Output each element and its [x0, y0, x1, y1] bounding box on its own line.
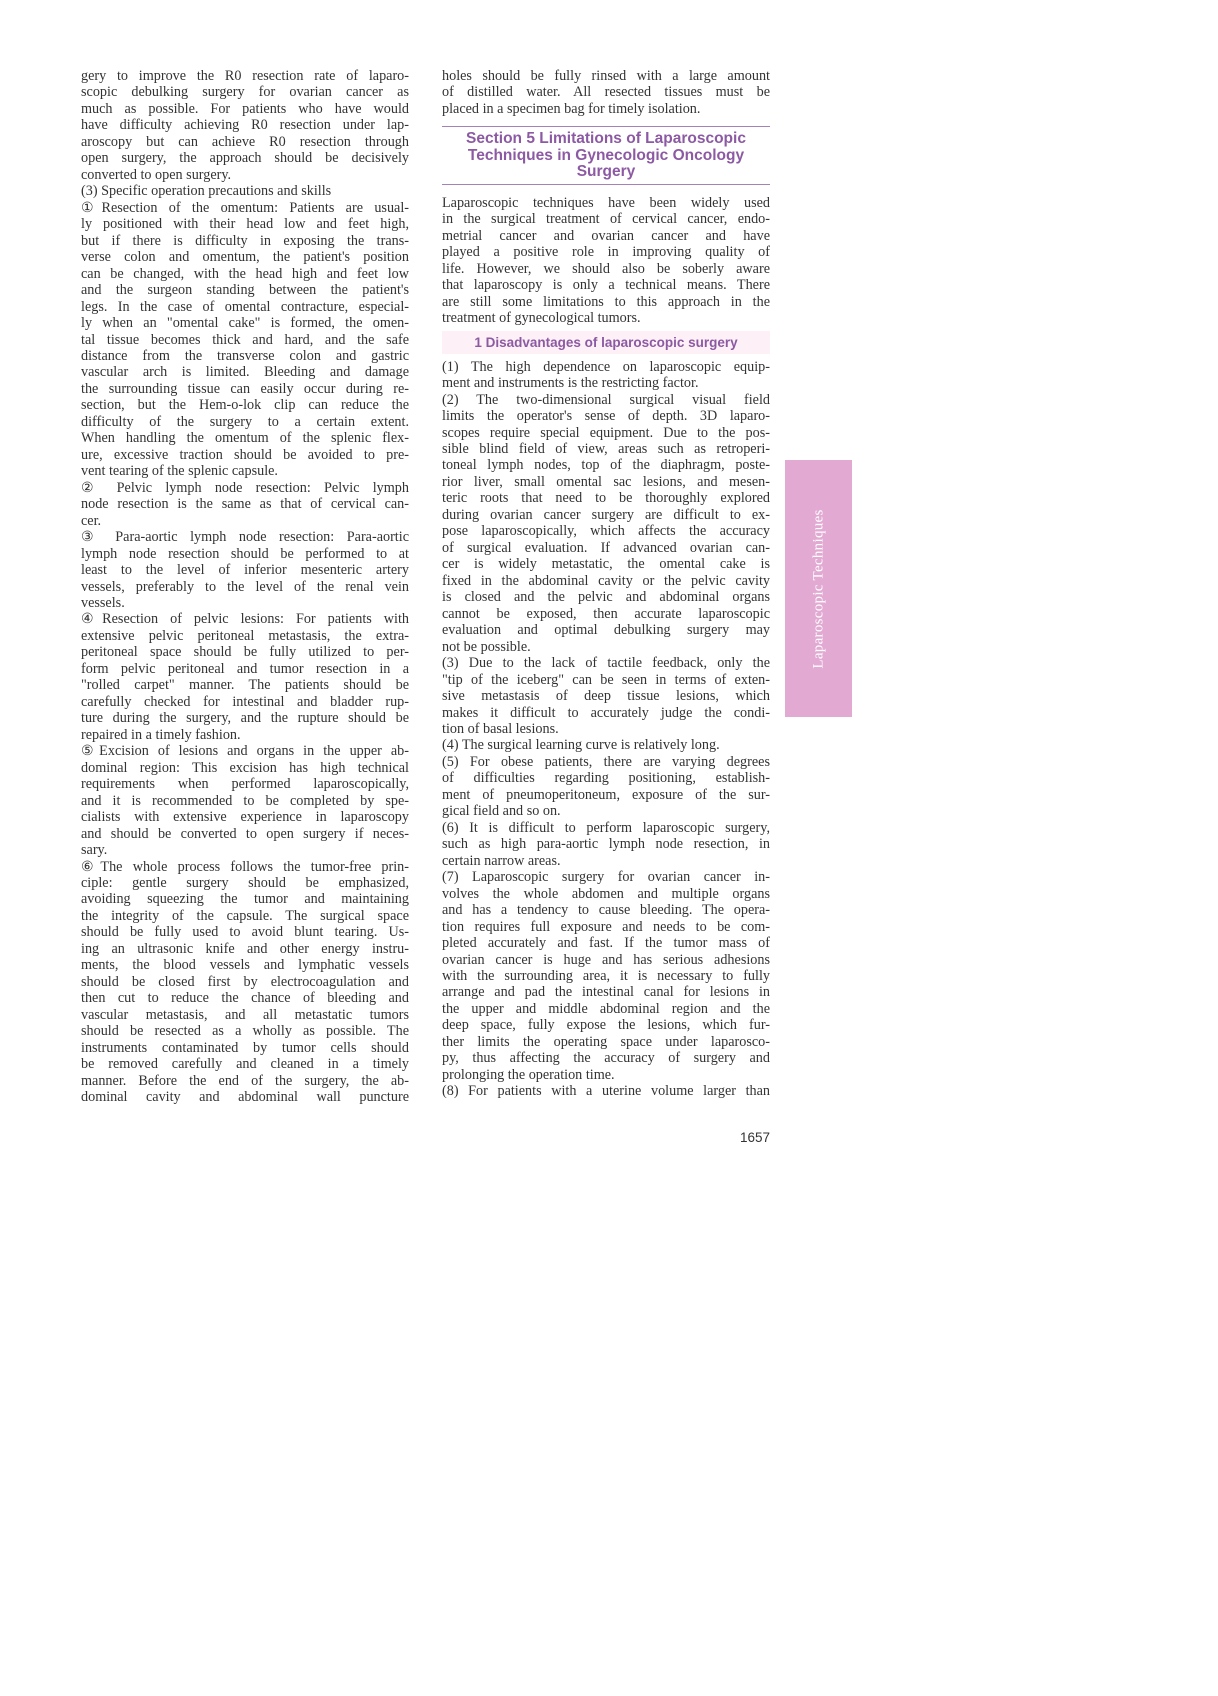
text-line: When handling the omentum of the splenic flex- — [81, 430, 409, 447]
paragraph — [81, 859, 409, 1106]
text-line: peritoneal space should be fully utilized to per- — [81, 644, 409, 661]
text-line: legs. In the case of omental contracture, especial- — [81, 298, 409, 315]
text-line: (3) Due to the lack of tactile feedback, only the — [442, 655, 770, 672]
text-line: ther limits the operating space under laparosco- — [442, 1033, 770, 1050]
text-line: that laparoscopy is only a technical means. There — [442, 277, 770, 294]
text-line: have difficulty achieving R0 resection under lap- — [81, 117, 409, 134]
text-line: gery to improve the R0 resection rate of laparo- — [81, 68, 409, 84]
paragraph — [442, 195, 770, 327]
text-line: form pelvic peritoneal and tumor resection in a — [81, 660, 409, 677]
paragraph — [442, 820, 770, 869]
text-line: section, but the Hem-o-lok clip can reduce the — [81, 397, 409, 414]
section-heading-line: Surgery — [576, 163, 636, 181]
text-line: ⑤Excision of lesions and organs in the upper ab- — [81, 743, 409, 760]
paragraph — [442, 869, 770, 1083]
text-line: instruments contaminated by tumor cells should — [81, 1039, 409, 1056]
text-line: (6) It is difficult to perform laparoscopic surgery, — [442, 819, 770, 836]
section-heading-line: Section 5 Limitations of Laparoscopic — [466, 130, 746, 148]
text-line: placed in a specimen bag for timely isolation. — [442, 100, 701, 117]
right-text-column — [442, 68, 770, 1100]
text-line: during ovarian cancer surgery are difficult to ex- — [442, 506, 770, 523]
text-line: ure, excessive traction should be avoided to pre- — [81, 446, 409, 463]
text-line: cannot be exposed, then accurate laparoscopic — [442, 605, 770, 622]
paragraph — [81, 529, 409, 611]
text-line: extensive pelvic peritoneal metastasis, the extra- — [81, 627, 409, 644]
text-line: are still some limitations to this approach in the — [442, 293, 770, 310]
text-line: holes should be fully rinsed with a large amount — [442, 68, 770, 84]
text-line: can be changed, with the head high and feet low — [81, 265, 409, 282]
text-line: makes it difficult to accurately judge the condi- — [442, 704, 770, 721]
text-line: gical field and so on. — [442, 803, 561, 820]
text-line: aroscopy but can achieve R0 resection through — [81, 133, 409, 150]
text-line: in the surgical treatment of cervical cancer, endo- — [442, 211, 770, 228]
text-line: pose laparoscopically, which affects the accuracy — [442, 523, 770, 540]
text-line: sible blind field of view, areas such as retroperi- — [442, 441, 770, 457]
text-line: should be resected as a wholly as possible. The — [81, 1023, 409, 1040]
text-line: ly positioned with their head low and feet high, — [81, 216, 409, 233]
text-line: scopes require special equipment. Due to the pos- — [442, 424, 770, 441]
text-line: ciple: gentle surgery should be emphasized, — [81, 874, 409, 891]
text-line: verse colon and omentum, the patient's position — [81, 249, 409, 266]
text-line: sary. — [81, 842, 108, 859]
text-line: least to the level of inferior mesenteric artery — [81, 562, 409, 579]
text-line: but if there is difficulty in exposing the trans- — [81, 232, 409, 249]
paragraph — [442, 737, 770, 753]
text-line: with the surrounding area, it is necessary to fully — [442, 968, 770, 984]
text-line: (7) Laparoscopic surgery for ovarian cancer in- — [442, 869, 770, 886]
section-heading — [442, 126, 770, 185]
paragraph — [442, 68, 770, 117]
text-line: metrial cancer and ovarian cancer and have — [442, 227, 770, 244]
text-line: tal tissue becomes thick and hard, and the safe — [81, 331, 409, 348]
text-line: scopic debulking surgery for ovarian cancer as — [81, 84, 409, 101]
section-heading-line: Techniques in Gynecologic Oncology — [467, 146, 745, 164]
left-text-column — [81, 68, 409, 1106]
text-line: prolonging the operation time. — [442, 1066, 615, 1083]
text-line: ③ Para-aortic lymph node resection: Para-aortic — [81, 529, 409, 546]
text-line: treatment of gynecological tumors. — [442, 310, 641, 327]
text-line: of distilled water. All resected tissues must be — [442, 84, 770, 101]
paragraph — [81, 611, 409, 743]
text-line: much as possible. For patients who have would — [81, 100, 409, 117]
text-line: manner. Before the end of the surgery, the ab- — [81, 1072, 409, 1089]
text-line: is closed and the pelvic and abdominal organs — [442, 589, 770, 606]
text-line: "rolled carpet" manner. The patients should be — [81, 677, 409, 694]
text-line: vascular arch is limited. Bleeding and damage — [81, 364, 409, 381]
text-line: tion of basal lesions. — [442, 720, 559, 737]
text-line: the integrity of the capsule. The surgical space — [81, 907, 409, 924]
text-line: dominal region: This excision has high technical — [81, 759, 409, 776]
text-line: ment and instruments is the restricting factor. — [442, 375, 699, 392]
paragraph — [81, 743, 409, 858]
text-line: and has a tendency to cause bleeding. The opera- — [442, 902, 770, 919]
text-line: (8) For patients with a uterine volume larger than — [442, 1083, 770, 1100]
text-line: toneal lymph nodes, top of the diaphragm, poste- — [442, 457, 770, 474]
text-line: the surrounding tissue can easily occur during re- — [81, 380, 409, 397]
text-line: ing an ultrasonic knife and other energy instru- — [81, 940, 409, 957]
text-line: requirements when performed laparoscopically, — [81, 776, 409, 793]
paragraph — [81, 68, 409, 183]
text-line: lymph node resection should be performed to at — [81, 545, 409, 562]
text-line: should be closed first by electrocoagulation and — [81, 973, 409, 990]
text-line: certain narrow areas. — [442, 852, 561, 869]
text-line: vessels, preferably to the level of the renal vein — [81, 578, 409, 595]
text-line: ment of pneumoperitoneum, exposure of the sur- — [442, 786, 770, 803]
text-line: fixed in the abdominal cavity or the pelvic cavity — [442, 572, 770, 589]
text-line: not be possible. — [442, 638, 531, 655]
text-line: (2) The two-dimensional surgical visual field — [442, 391, 770, 408]
paragraph — [442, 655, 770, 737]
text-line: ④Resection of pelvic lesions: For patients with — [81, 611, 409, 628]
text-line: ⑥The whole process follows the tumor-free prin- — [81, 858, 409, 875]
text-line: "tip of the iceberg" can be seen in terms of exten- — [442, 671, 770, 688]
text-line: should be fully used to avoid blunt tearing. Us- — [81, 924, 409, 941]
paragraph — [442, 754, 770, 820]
text-line: and the surgeon standing between the patient's — [81, 282, 409, 299]
text-line: (4) The surgical learning curve is relatively long. — [442, 737, 720, 754]
text-line: open surgery, the approach should be decisively — [81, 150, 409, 167]
text-line: arrange and pad the intestinal canal for lesions in — [442, 984, 770, 1001]
text-line: rior liver, small omental sac lesions, and mesen- — [442, 473, 770, 490]
text-line: difficulty of the surgery to a certain extent. — [81, 413, 409, 430]
subsection-heading: 1 Disadvantages of laparoscopic surgery — [442, 331, 770, 354]
paragraph — [81, 480, 409, 529]
text-line: be removed carefully and cleaned in a timely — [81, 1056, 409, 1073]
page-number: 1657 — [739, 1130, 770, 1145]
text-line: of surgical evaluation. If advanced ovarian can- — [442, 539, 770, 556]
text-line: (3) Specific operation precautions and skills — [81, 183, 332, 200]
text-line: distance from the transverse colon and gastric — [81, 347, 409, 364]
text-line: vent tearing of the splenic capsule. — [81, 463, 278, 480]
text-line: node resection is the same as that of cervical can- — [81, 496, 409, 513]
text-line: vessels. — [81, 595, 125, 611]
text-line: evaluation and optimal debulking surgery may — [442, 622, 770, 639]
text-line: converted to open surgery. — [81, 166, 232, 183]
text-line: Laparoscopic techniques have been widely used — [442, 194, 770, 211]
text-line: (5) For obese patients, there are varying degrees — [442, 753, 770, 770]
chapter-side-tab — [785, 460, 852, 717]
text-line: cer. — [81, 512, 102, 529]
text-line: (1) The high dependence on laparoscopic equip- — [442, 358, 770, 375]
text-line: cialists with extensive experience in laparoscopy — [81, 809, 409, 826]
text-line: repaired in a timely fashion. — [81, 726, 241, 743]
text-line: dominal cavity and abdominal wall puncture — [81, 1089, 409, 1106]
text-line: and should be converted to open surgery if neces- — [81, 825, 409, 842]
paragraph — [81, 183, 409, 199]
text-line: then cut to reduce the chance of bleeding and — [81, 990, 409, 1007]
text-line: py, thus affecting the accuracy of surgery and — [442, 1050, 770, 1067]
text-line: sive metastasis of deep tissue lesions, which — [442, 688, 770, 705]
text-line: ture during the surgery, and the rupture should be — [81, 710, 409, 727]
text-line: ovarian cancer is huge and has serious adhesions — [442, 951, 770, 968]
text-line: and it is recommended to be completed by spe- — [81, 792, 409, 809]
paragraph — [442, 392, 770, 656]
text-line: of difficulties regarding positioning, establish- — [442, 770, 770, 787]
text-line: limits the operator's sense of depth. 3D laparo- — [442, 408, 770, 425]
text-line: ② Pelvic lymph node resection: Pelvic lymph — [81, 479, 409, 496]
text-line: vascular metastasis, and all metastatic tumors — [81, 1006, 409, 1023]
text-line: carefully checked for intestinal and bladder rup- — [81, 693, 409, 710]
text-line: cer is widely metastatic, the omental cake is — [442, 556, 770, 573]
text-line: life. However, we should also be soberly aware — [442, 260, 770, 277]
paragraph — [81, 200, 409, 480]
paragraph — [442, 359, 770, 392]
text-line: ments, the blood vessels and lymphatic vessels — [81, 957, 409, 974]
text-line: played a positive role in improving quality of — [442, 244, 770, 261]
text-line: volves the whole abdomen and multiple organs — [442, 885, 770, 902]
text-line: such as high para-aortic lymph node resection, in — [442, 836, 770, 853]
text-line: the upper and middle abdominal region and the — [442, 1000, 770, 1017]
text-line: ly when an "omental cake" is formed, the omen- — [81, 315, 409, 332]
text-line: deep space, fully expose the lesions, which fur- — [442, 1017, 770, 1034]
paragraph — [442, 1083, 770, 1099]
chapter-side-tab-label: Laparoscopic Techniques — [810, 508, 826, 669]
text-line: teric roots that need to be thoroughly explored — [442, 490, 770, 507]
text-line: avoiding squeezing the tumor and maintaining — [81, 891, 409, 908]
text-line: pleted accurately and fast. If the tumor mass of — [442, 935, 770, 952]
text-line: ①Resection of the omentum: Patients are usual- — [81, 199, 409, 216]
text-line: tion requires full exposure and needs to be com- — [442, 918, 770, 935]
